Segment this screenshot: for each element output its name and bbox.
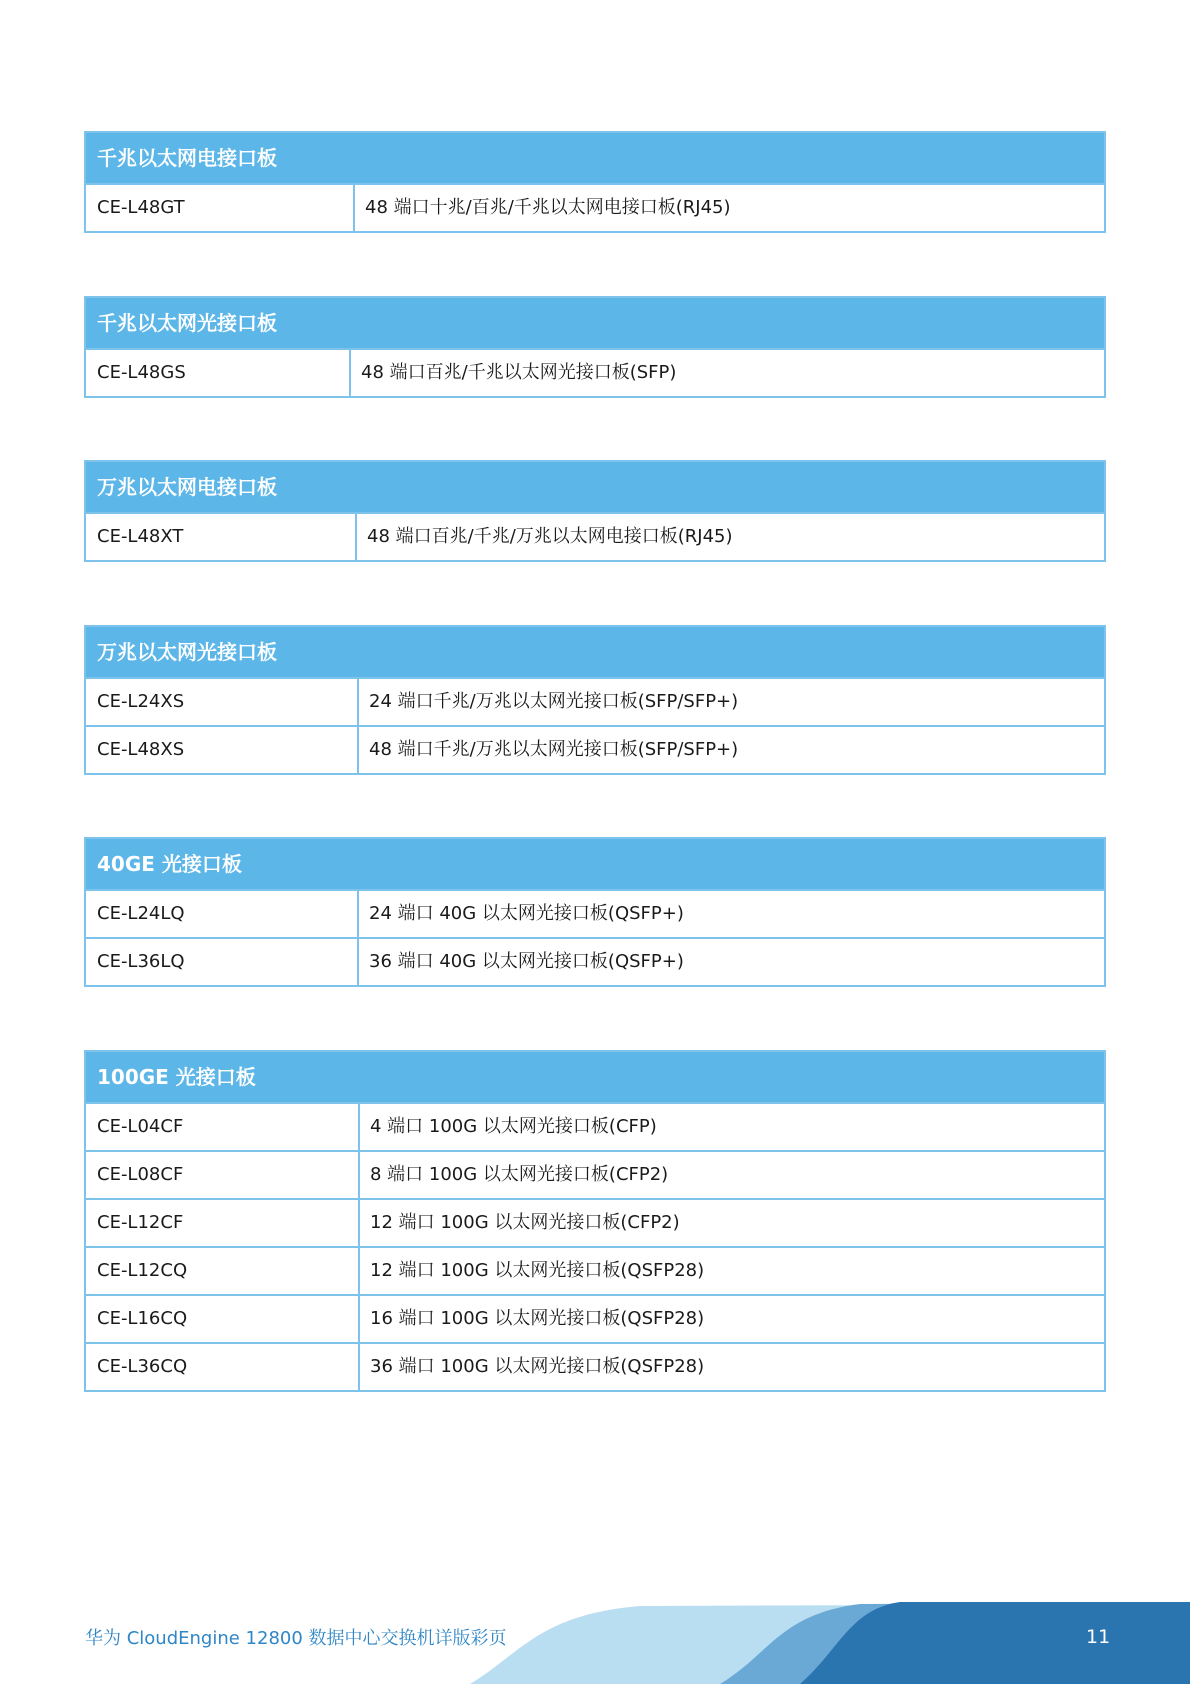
description-cell: 48 端口千兆/万兆以太网光接口板(SFP/SFP+) [369,739,739,760]
table-row [86,1246,1104,1294]
model-cell: CE-L48XT [86,514,357,560]
section-table [84,837,1106,987]
description-cell: 24 端口 40G 以太网光接口板(QSFP+) [369,903,684,924]
section-header: 千兆以太网电接口板 [86,133,1104,183]
section-header: 万兆以太网电接口板 [86,462,1104,512]
table-row [86,1102,1104,1150]
model-cell: CE-L48GT [86,185,355,231]
model-cell: CE-L12CQ [86,1248,360,1294]
description-cell: 48 端口百兆/千兆以太网光接口板(SFP) [361,362,677,383]
description-cell: 48 端口百兆/千兆/万兆以太网电接口板(RJ45) [367,526,733,547]
table-row [86,1294,1104,1342]
section-header: 千兆以太网光接口板 [86,298,1104,348]
table-row [86,1342,1104,1390]
description-cell: 24 端口千兆/万兆以太网光接口板(SFP/SFP+) [369,691,739,712]
model-cell: CE-L48XS [86,727,359,773]
model-cell: CE-L48GS [86,350,351,396]
description-cell: 16 端口 100G 以太网光接口板(QSFP28) [370,1308,705,1329]
section-table [84,460,1106,562]
footer-title: 华为 CloudEngine 12800 数据中心交换机详版彩页 [85,1628,507,1649]
model-cell: CE-L16CQ [86,1296,360,1342]
description-cell: 36 端口 100G 以太网光接口板(QSFP28) [370,1356,705,1377]
table-row [86,725,1104,773]
section-header: 万兆以太网光接口板 [86,627,1104,677]
description-cell: 36 端口 40G 以太网光接口板(QSFP+) [369,951,684,972]
description-cell: 8 端口 100G 以太网光接口板(CFP2) [370,1164,669,1185]
model-cell: CE-L36CQ [86,1344,360,1390]
table-row [86,937,1104,985]
table-row [86,1198,1104,1246]
model-cell: CE-L04CF [86,1104,360,1150]
model-cell: CE-L12CF [86,1200,360,1246]
description-cell: 12 端口 100G 以太网光接口板(QSFP28) [370,1260,705,1281]
model-cell: CE-L08CF [86,1152,360,1198]
table-row [86,348,1104,396]
table-row [86,512,1104,560]
section-header: 40GE 光接口板 [86,839,1104,889]
section-table [84,131,1106,233]
section-table [84,1050,1106,1392]
table-row [86,183,1104,231]
model-cell: CE-L24XS [86,679,359,725]
description-cell: 4 端口 100G 以太网光接口板(CFP) [370,1116,657,1137]
section-table [84,296,1106,398]
section-table [84,625,1106,775]
page-number: 11 [1086,1626,1111,1648]
table-row [86,889,1104,937]
table-row [86,677,1104,725]
description-cell: 48 端口十兆/百兆/千兆以太网电接口板(RJ45) [365,197,731,218]
model-cell: CE-L24LQ [86,891,359,937]
section-header: 100GE 光接口板 [86,1052,1104,1102]
model-cell: CE-L36LQ [86,939,359,985]
description-cell: 12 端口 100G 以太网光接口板(CFP2) [370,1212,680,1233]
table-row [86,1150,1104,1198]
